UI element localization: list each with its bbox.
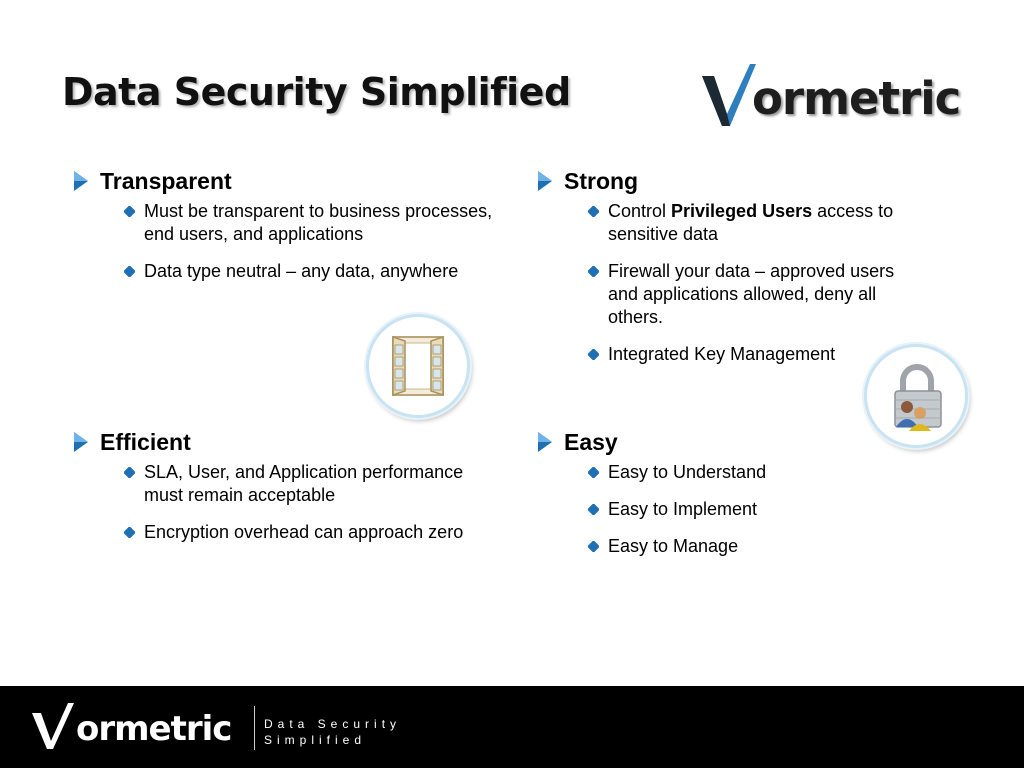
section-heading: Easy xyxy=(564,428,618,455)
bullet-dot-icon xyxy=(588,541,599,552)
footer-tagline: Data Security Simplified xyxy=(264,717,402,747)
privileged-users-emphasis: Privileged Users xyxy=(671,201,813,221)
brand-name: ormetric xyxy=(752,72,961,125)
list-item: SLA, User, and Application performance must remain acceptable xyxy=(124,461,504,507)
vormetric-v-mark-icon xyxy=(700,62,760,128)
list-item: Easy to Manage xyxy=(588,535,958,558)
vormetric-logo xyxy=(700,62,970,128)
footer-bar xyxy=(0,686,1024,768)
bullet-dot-icon xyxy=(124,467,135,478)
triangle-bullet-icon xyxy=(74,432,88,452)
section-heading: Transparent xyxy=(100,167,232,194)
bullet-dot-icon xyxy=(124,206,135,217)
bullet-dot-icon xyxy=(588,504,599,515)
bullet-dot-icon xyxy=(588,467,599,478)
footer-vormetric-logo xyxy=(30,701,250,751)
list-item: Data type neutral – any data, anywhere xyxy=(124,260,504,283)
footer-divider xyxy=(254,706,255,750)
list-item: Easy to Understand xyxy=(588,461,958,484)
section-easy xyxy=(538,427,958,572)
open-window-icon xyxy=(366,314,470,418)
bullet-dot-icon xyxy=(588,206,599,217)
list-item: Firewall your data – approved users and applications allowed, deny all others. xyxy=(588,260,958,329)
list-item: Encryption overhead can approach zero xyxy=(124,521,504,544)
bullet-dot-icon xyxy=(588,349,599,360)
bullet-dot-icon xyxy=(124,266,135,277)
triangle-bullet-icon xyxy=(74,171,88,191)
list-item: Control Privileged Users access to sensitive data xyxy=(588,200,958,246)
triangle-bullet-icon xyxy=(538,171,552,191)
list-item: Integrated Key Management xyxy=(588,343,958,366)
bullet-dot-icon xyxy=(588,266,599,277)
section-transparent xyxy=(74,166,504,297)
list-item: Must be transparent to business processes, end users, and applications xyxy=(124,200,504,246)
bullet-dot-icon xyxy=(124,527,135,538)
padlock-users-icon xyxy=(864,344,968,448)
section-efficient xyxy=(74,427,504,558)
triangle-bullet-icon xyxy=(538,432,552,452)
footer-brand-name: ormetric xyxy=(76,709,232,749)
section-heading: Strong xyxy=(564,167,639,194)
vormetric-v-mark-icon xyxy=(30,701,76,751)
page-title: Data Security Simplified xyxy=(62,70,571,114)
section-heading: Efficient xyxy=(100,428,191,455)
list-item: Easy to Implement xyxy=(588,498,958,521)
